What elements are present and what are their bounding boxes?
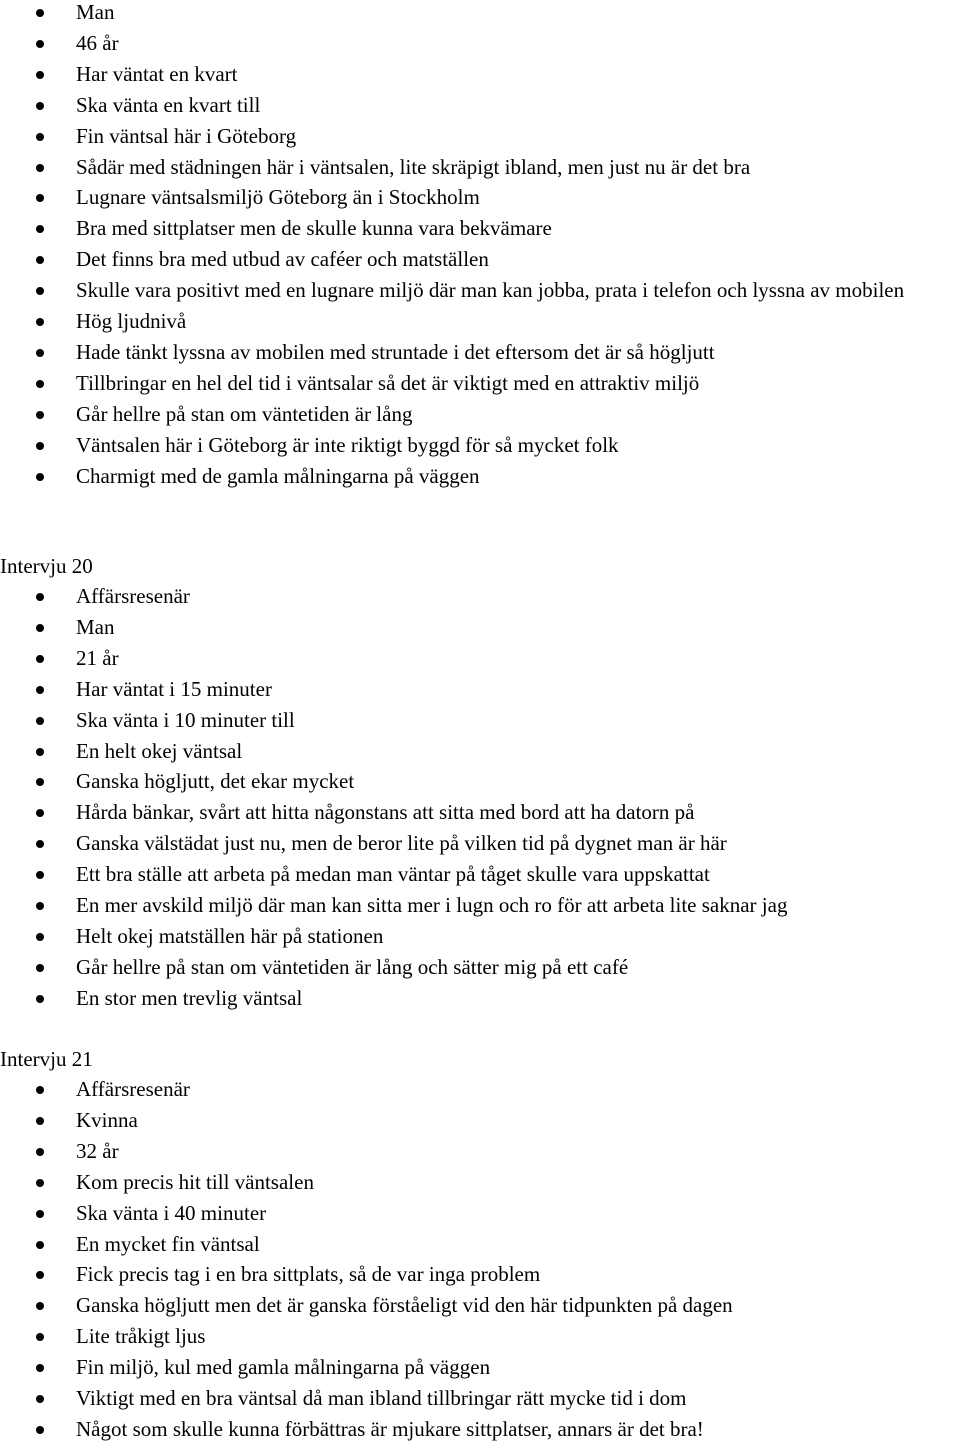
list-item [0, 643, 960, 674]
list-item [0, 1259, 960, 1290]
list-item-text: Ganska högljutt, det ekar mycket [76, 769, 355, 794]
list-item [0, 1229, 960, 1260]
bullet-icon [36, 933, 44, 941]
list-item-text: Bra med sittplatser men de skulle kunna vara bekvämare [76, 216, 552, 241]
list-item [0, 1167, 960, 1198]
list-item-text: 32 år [76, 1138, 119, 1163]
list-item [0, 59, 960, 90]
bullet-icon [36, 133, 44, 141]
bullet-icon [36, 411, 44, 419]
list-item-text: Ganska välstädat just nu, men de beror lite på vilken tid på dygnet man är här [76, 831, 727, 856]
bullet-icon [36, 655, 44, 663]
list-item [0, 152, 960, 183]
list-item-text: Kvinna [76, 1107, 138, 1132]
interview-answer-list [0, 1074, 960, 1445]
bullet-icon [36, 1426, 44, 1434]
list-item [0, 581, 960, 612]
bullet-icon [36, 902, 44, 910]
bullet-icon [36, 1395, 44, 1403]
list-item-text: Hög ljudnivå [76, 309, 187, 334]
list-item [0, 1383, 960, 1414]
list-item [0, 952, 960, 983]
list-item [0, 1290, 960, 1321]
list-item [0, 461, 960, 492]
list-item-text: 21 år [76, 645, 119, 670]
list-item-text: Går hellre på stan om väntetiden är lång [76, 401, 413, 426]
list-item-text: Ska vänta i 10 minuter till [76, 707, 295, 732]
bullet-icon [36, 964, 44, 972]
bullet-icon [36, 686, 44, 694]
list-item-text: Lite tråkigt ljus [76, 1324, 206, 1349]
bullet-icon [36, 71, 44, 79]
list-item-text: Ganska högljutt men det är ganska förståeligt vid den här tidpunkten på dagen [76, 1293, 733, 1318]
bullet-icon [36, 995, 44, 1003]
list-item-text: Det finns bra med utbud av caféer och matställen [76, 247, 489, 272]
bullet-icon [36, 349, 44, 357]
bullet-icon [36, 1364, 44, 1372]
list-item [0, 0, 960, 28]
bullet-icon [36, 1302, 44, 1310]
bullet-icon [36, 748, 44, 756]
list-item-text: Ett bra ställe att arbeta på medan man väntar på tåget skulle vara uppskattat [76, 862, 710, 887]
list-item [0, 890, 960, 921]
list-item [0, 368, 960, 399]
list-item [0, 28, 960, 59]
list-item-text: En helt okej väntsal [76, 738, 243, 763]
list-item [0, 612, 960, 643]
list-item-text: Affärsresenär [76, 584, 190, 608]
list-item [0, 1414, 960, 1445]
list-item [0, 1198, 960, 1229]
list-item-text: Går hellre på stan om väntetiden är lång och sätter mig på ett café [76, 954, 629, 979]
list-item-text: 46 år [76, 30, 119, 55]
list-item-text: Man [76, 614, 115, 639]
list-item-text: En mycket fin väntsal [76, 1231, 260, 1256]
list-item-text: Hade tänkt lyssna av mobilen med struntade i det eftersom det är så högljutt [76, 339, 715, 364]
bullet-icon [36, 717, 44, 725]
bullet-icon [36, 9, 44, 17]
bullet-icon [36, 473, 44, 481]
list-item-text: Charmigt med de gamla målningarna på väggen [76, 463, 480, 488]
bullet-icon [36, 1210, 44, 1218]
list-item [0, 983, 960, 1014]
interview-heading: Intervju 21 [0, 1047, 93, 1071]
list-item [0, 1074, 960, 1105]
list-item-text: Tillbringar en hel del tid i väntsalar så det är viktigt med en attraktiv miljö [76, 370, 700, 395]
list-item [0, 121, 960, 152]
bullet-icon [36, 40, 44, 48]
interview-answer-list [0, 581, 960, 1014]
list-item [0, 430, 960, 461]
list-item [0, 1321, 960, 1352]
list-item-text: Hårda bänkar, svårt att hitta någonstans att sitta med bord att ha datorn på [76, 800, 695, 825]
list-item [0, 705, 960, 736]
list-item-text: Fin väntsal här i Göteborg [76, 123, 297, 148]
list-item [0, 337, 960, 368]
bullet-icon [36, 1117, 44, 1125]
bullet-icon [36, 624, 44, 632]
list-item [0, 244, 960, 275]
list-item-text: Lugnare väntsalsmiljö Göteborg än i Stockholm [76, 185, 480, 210]
bullet-icon [36, 1086, 44, 1094]
list-item [0, 828, 960, 859]
list-item-text: Skulle vara positivt med en lugnare miljö där man kan jobba, prata i telefon och lyssna av mobilen [76, 278, 905, 303]
list-item [0, 90, 960, 121]
bullet-icon [36, 1333, 44, 1341]
list-item [0, 1136, 960, 1167]
bullet-icon [36, 809, 44, 817]
bullet-icon [36, 778, 44, 786]
bullet-icon [36, 1271, 44, 1279]
bullet-icon [36, 840, 44, 848]
list-item [0, 306, 960, 337]
list-item [0, 275, 960, 306]
bullet-icon [36, 593, 44, 601]
bullet-icon [36, 194, 44, 202]
list-item-text: Viktigt med en bra väntsal då man ibland tillbringar rätt mycke tid i dom [76, 1386, 687, 1411]
list-item-text: Affärsresenär [76, 1077, 190, 1101]
list-item-text: Helt okej matställen här på stationen [76, 923, 384, 948]
list-item [0, 736, 960, 767]
list-item [0, 182, 960, 213]
bullet-icon [36, 1179, 44, 1187]
bullet-icon [36, 380, 44, 388]
list-item [0, 399, 960, 430]
list-item [0, 766, 960, 797]
bullet-icon [36, 442, 44, 450]
list-item-text: En stor men trevlig väntsal [76, 985, 303, 1010]
bullet-icon [36, 287, 44, 295]
bullet-icon [36, 1148, 44, 1156]
bullet-icon [36, 318, 44, 326]
list-item-text: Fick precis tag i en bra sittplats, så de var inga problem [76, 1262, 541, 1287]
list-item [0, 921, 960, 952]
list-item [0, 1352, 960, 1383]
bullet-icon [36, 164, 44, 172]
bullet-icon [36, 102, 44, 110]
interview-answer-list [0, 0, 960, 492]
bullet-icon [36, 256, 44, 264]
list-item-text: Kom precis hit till väntsalen [76, 1169, 314, 1194]
list-item-text: Har väntat en kvart [76, 61, 238, 86]
bullet-icon [36, 225, 44, 233]
list-item-text: Sådär med städningen här i väntsalen, lite skräpigt ibland, men just nu är det bra [76, 154, 751, 179]
list-item [0, 674, 960, 705]
list-item-text: Fin miljö, kul med gamla målningarna på väggen [76, 1355, 491, 1380]
list-item-text: Man [76, 0, 115, 24]
list-item-text: Något som skulle kunna förbättras är mjukare sittplatser, annars är det bra! [76, 1416, 704, 1441]
list-item-text: Väntsalen här i Göteborg är inte riktigt byggd för så mycket folk [76, 432, 619, 457]
list-item [0, 213, 960, 244]
interview-heading: Intervju 20 [0, 554, 93, 578]
list-item-text: En mer avskild miljö där man kan sitta mer i lugn och ro för att arbeta lite saknar jag [76, 893, 788, 918]
bullet-icon [36, 871, 44, 879]
list-item-text: Ska vänta en kvart till [76, 92, 261, 117]
list-item-text: Ska vänta i 40 minuter [76, 1200, 267, 1225]
list-item-text: Har väntat i 15 minuter [76, 676, 272, 701]
list-item [0, 797, 960, 828]
bullet-icon [36, 1241, 44, 1249]
list-item [0, 1105, 960, 1136]
list-item [0, 859, 960, 890]
